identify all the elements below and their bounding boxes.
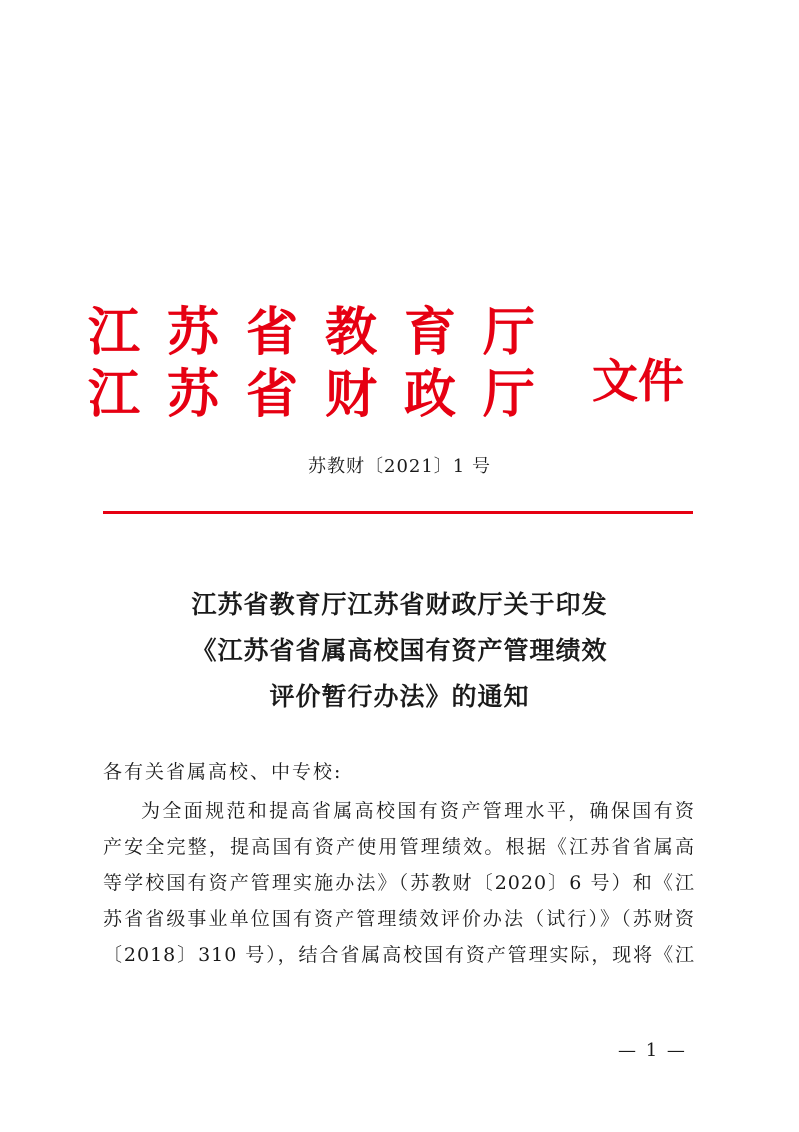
body-line: 为全面规范和提高省属高校国有资产管理水平，确保国有资 <box>141 800 695 822</box>
salutation: 各有关省属高校、中专校: <box>103 761 343 783</box>
title-line-3: 评价暂行办法》的通知 <box>269 682 530 711</box>
issuer-finance-dept: 江苏省财政厅 <box>88 364 563 425</box>
body-line: 等学校国有资产管理实施办法》（苏教财〔2020〕6 号）和《江 <box>103 872 695 894</box>
document-number: 苏教财〔2021〕1 号 <box>308 456 491 477</box>
title-line-1: 江苏省教育厅江苏省财政厅关于印发 <box>191 590 608 619</box>
body-line: 产安全完整，提高国有资产使用管理绩效。根据《江苏省省属高 <box>103 836 695 858</box>
title-line-2: 《江苏省省属高校国有资产管理绩效 <box>191 636 608 665</box>
body-paragraph <box>103 793 695 973</box>
body-line: 〔2018〕310 号），结合省属高校国有资产管理实际，现将《江 <box>103 944 695 966</box>
issuer-document-suffix: 文件 <box>592 354 684 408</box>
page-number: — 1 — <box>618 1040 687 1061</box>
issuer-education-dept: 江苏省教育厅 <box>88 302 563 363</box>
body-line: 苏省省级事业单位国有资产管理绩效评价办法（试行）》（苏财资 <box>103 908 695 930</box>
document-title <box>0 582 799 720</box>
red-divider <box>103 511 693 514</box>
